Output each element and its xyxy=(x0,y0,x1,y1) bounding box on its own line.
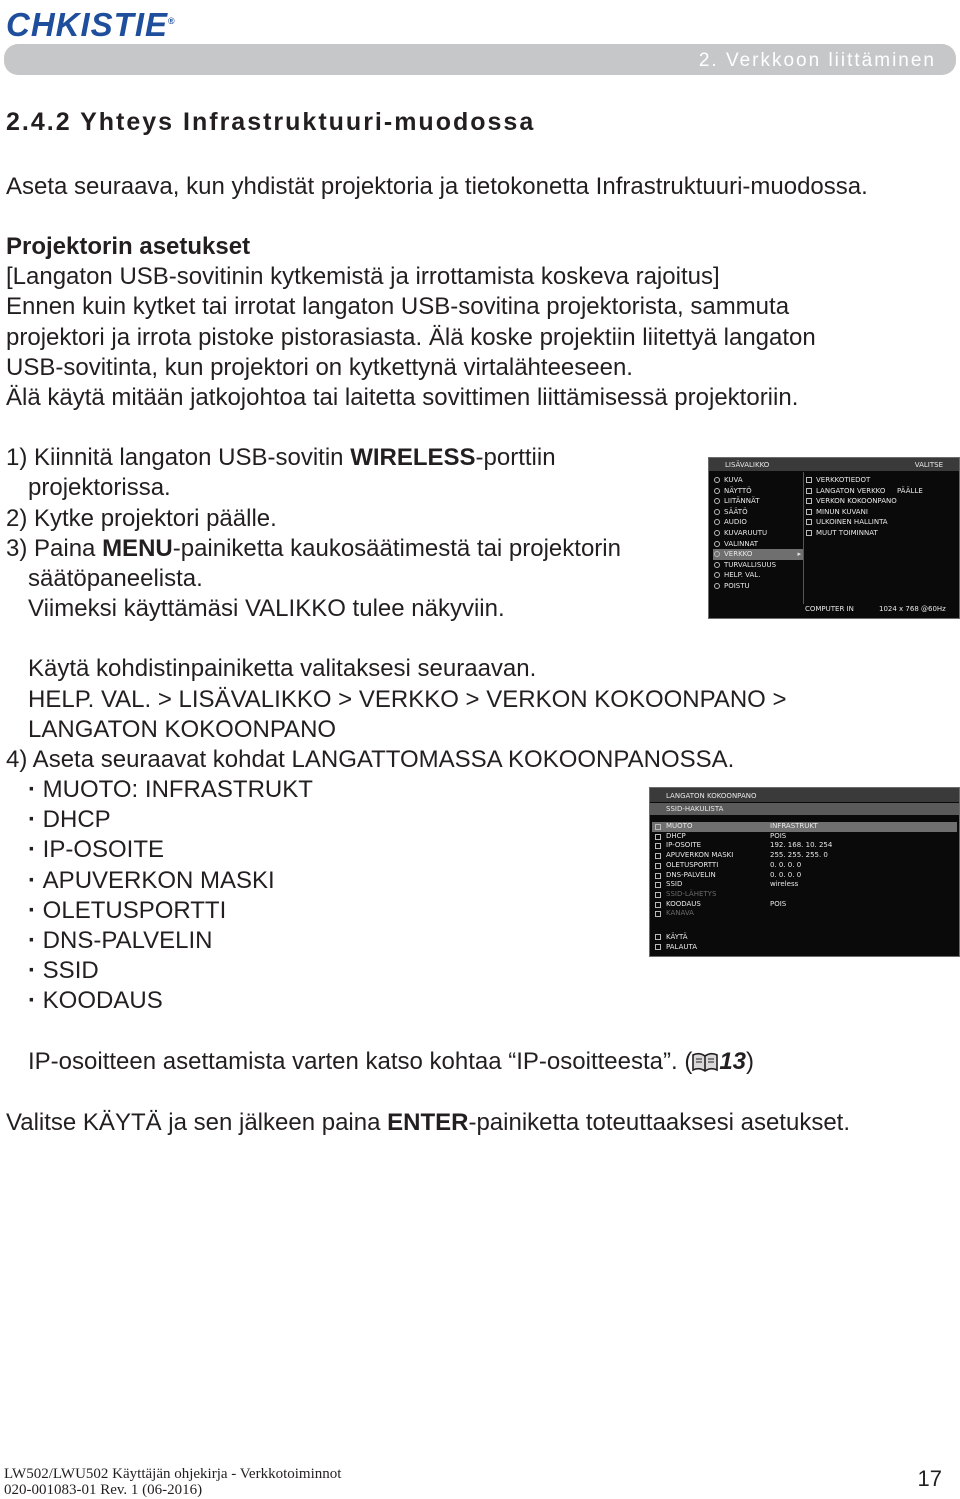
bullet-dot: · xyxy=(28,987,43,1015)
step-4: 4) Aseta seuraavat kohdat LANGATTOMASSA KOKOONPANOSSA. xyxy=(6,746,735,773)
wireless-setting-row: DNS-PALVELIN 0. 0. 0. 0 xyxy=(652,871,957,881)
final-instruction: Valitse KÄYTÄ ja sen jälkeen paina ENTER-painiketta toteuttaaksesi asetukset. xyxy=(6,1109,851,1136)
network-menu-item: VERKON KOKOONPANO xyxy=(805,496,955,507)
step-2: 2) Kytke projektori päälle. xyxy=(6,505,277,532)
footer-title: LW502/LWU502 Käyttäjän ohjekirja - Verkkotoiminnot xyxy=(4,1466,342,1482)
wireless-setting-row: KANAVA xyxy=(652,909,957,919)
wireless-setting-row: KOODAUS POIS xyxy=(652,900,957,910)
footer-doc-info xyxy=(4,1466,341,1498)
apply-item: KÄYTÄ xyxy=(652,932,957,942)
menu-item-icon xyxy=(714,551,720,557)
page-reference: 13 xyxy=(719,1048,747,1075)
setting-icon xyxy=(655,911,661,917)
menu-path: HELP. VAL. > LISÄVALIKKO > VERKKO > VERKON KOKOONPANO > xyxy=(28,686,787,713)
network-menu-item: MUUT TOIMINNAT xyxy=(805,528,955,539)
wireless-setup-screenshot xyxy=(649,787,960,957)
menu-back: VALITSE xyxy=(914,461,943,469)
settings-bullet: · APUVERKON MASKI xyxy=(28,866,275,894)
menu-item: HELP. VAL. xyxy=(713,570,803,581)
menu-item: LIITÄNNÄT xyxy=(713,496,803,507)
setting-icon xyxy=(655,892,661,898)
menu-item: SÄÄTÖ xyxy=(713,507,803,518)
menu-item-icon xyxy=(714,583,720,589)
intro-text: Aseta seuraava, kun yhdistät projektoria ja tietokonetta Infrastruktuuri-muodossa. xyxy=(6,173,868,200)
christie-logo: CHKISTIE® xyxy=(6,6,176,43)
menu-right-list xyxy=(805,475,955,539)
step-1: 1) Kiinnitä langaton USB-sovitin WIRELESS-porttiin xyxy=(6,444,556,471)
wireless-setting-row: SSID-LÄHETYS xyxy=(652,890,957,900)
restriction-line: Älä käytä mitään jatkojohtoa tai laitetta sovittimen liittämisessä projektoriin. xyxy=(6,384,799,411)
setting-icon xyxy=(655,863,661,869)
settings-bullet: · KOODAUS xyxy=(28,987,163,1015)
menu-item-icon xyxy=(714,498,720,504)
menu-title: LISÄVALIKKO xyxy=(725,461,770,469)
menu-divider xyxy=(803,472,804,604)
submenu-arrow-icon: ▸ xyxy=(797,550,801,559)
page-number: 17 xyxy=(917,1466,942,1491)
step-3: 3) Paina MENU-painiketta kaukosäätimestä tai projektorin xyxy=(6,535,621,562)
menu-item-icon xyxy=(714,509,720,515)
restriction-line: Ennen kuin kytket tai irrotat langaton USB-sovitina projektorista, sammuta xyxy=(6,293,790,320)
ip-reference: IP-osoitteen asettamista varten katso kohtaa “IP-osoitteesta”. ( 13) xyxy=(28,1048,755,1075)
menu-item-icon xyxy=(714,572,720,578)
advanced-menu-screenshot xyxy=(708,457,960,619)
step-1-cont: projektorissa. xyxy=(28,474,171,501)
network-item-icon xyxy=(806,477,812,483)
restriction-line: USB-sovitinta, kun projektori on kytkettynä virtalähteeseen. xyxy=(6,354,633,381)
bullet-dot: · xyxy=(28,927,43,954)
wireless-setting-row: APUVERKON MASKI 255. 255. 255. 0 xyxy=(652,851,957,861)
settings-bullet: · SSID xyxy=(28,957,99,985)
setting-icon xyxy=(655,853,661,859)
setting-icon xyxy=(655,902,661,908)
back-item: PALAUTA xyxy=(652,942,957,952)
settings-bullet: · DNS-PALVELIN xyxy=(28,927,213,954)
settings-bullet: · OLETUSPORTTI xyxy=(28,896,227,924)
bullet-dot: · xyxy=(28,806,43,834)
menu-left-list xyxy=(713,475,803,592)
menu-item-icon xyxy=(714,477,720,483)
network-item-icon xyxy=(806,519,812,525)
bullet-dot: · xyxy=(28,957,43,985)
menu-item-icon xyxy=(714,530,720,536)
menu-item: VALINNAT xyxy=(713,539,803,550)
setting-icon xyxy=(655,882,661,888)
menu-path-cont: LANGATON KOKOONPANO xyxy=(28,716,337,743)
menu-item-icon xyxy=(714,541,720,547)
wireless-setting-row: MUOTO INFRASTRUKT xyxy=(652,822,957,832)
setting-icon xyxy=(655,834,661,840)
back-icon xyxy=(655,944,661,950)
restriction-line: projektori ja irrota pistoke pistorasiasta. Älä koske projektiin liitettyä langaton xyxy=(6,324,816,351)
apply-icon xyxy=(655,934,661,940)
wireless-title: LANGATON KOKOONPANO xyxy=(666,792,757,800)
status-value: 1024 x 768 @60Hz xyxy=(879,605,946,614)
menu-status xyxy=(805,604,955,615)
bullet-dot: · xyxy=(28,836,43,864)
menu-item-icon xyxy=(714,562,720,568)
step-3-cont: säätöpaneelista. xyxy=(28,565,203,592)
chapter-title: 2. Verkkoon liittäminen xyxy=(698,50,936,71)
wireless-setting-row: SSID wireless xyxy=(652,880,957,890)
network-item-icon xyxy=(806,488,812,494)
wireless-rows xyxy=(652,822,957,919)
network-item-icon xyxy=(806,498,812,504)
network-menu-item: ULKOINEN HALLINTA xyxy=(805,517,955,528)
footer-revision: 020-001083-01 Rev. 1 (06-2016) xyxy=(4,1482,203,1498)
menu-item: TURVALLISUUS xyxy=(713,560,803,571)
menu-item: KUVARUUTU xyxy=(713,528,803,539)
menu-item-icon xyxy=(714,519,720,525)
menu-item: KUVA xyxy=(713,475,803,486)
wireless-setting-row: DHCP POIS xyxy=(652,832,957,842)
step-3-cont: Viimeksi käyttämäsi VALIKKO tulee näkyviin. xyxy=(28,595,505,622)
network-item-icon xyxy=(806,530,812,536)
menu-item: AUDIO xyxy=(713,517,803,528)
status-label: COMPUTER IN xyxy=(805,605,854,614)
bullet-dot: · xyxy=(28,776,43,803)
menu-item: POISTU xyxy=(713,581,803,592)
bullet-dot: · xyxy=(28,866,43,894)
setting-icon xyxy=(655,824,661,830)
wireless-footer xyxy=(652,932,957,952)
setting-icon xyxy=(655,843,661,849)
projector-settings-heading: Projektorin asetukset xyxy=(6,233,251,260)
network-menu-item: MINUN KUVANI xyxy=(805,507,955,518)
section-title: 2.4.2 Yhteys Infrastruktuuri-muodossa xyxy=(6,108,536,136)
wireless-setting-row: OLETUSPORTTI 0. 0. 0. 0 xyxy=(652,861,957,871)
menu-item: VERKKO ▸ xyxy=(713,549,803,560)
wireless-setting-row: IP-OSOITE 192. 168. 10. 254 xyxy=(652,841,957,851)
network-menu-item: LANGATON VERKKO PÄÄLLE xyxy=(805,486,955,497)
menu-item: NÄYTTÖ xyxy=(713,486,803,497)
book-icon xyxy=(692,1050,718,1070)
settings-bullet: · IP-OSOITE xyxy=(28,836,165,864)
settings-bullet: · DHCP xyxy=(28,806,111,834)
cursor-instruction: Käytä kohdistinpainiketta valitaksesi seuraavan. xyxy=(28,655,537,682)
setting-icon xyxy=(655,873,661,879)
ssid-list-label: SSID-HAKULISTA xyxy=(666,805,724,813)
settings-bullet: · MUOTO: INFRASTRUKT xyxy=(28,776,313,803)
network-menu-item: VERKKOTIEDOT xyxy=(805,475,955,486)
bullet-dot: · xyxy=(28,896,43,924)
restriction-line: [Langaton USB-sovitinin kytkemistä ja irrottamista koskeva rajoitus] xyxy=(6,263,720,290)
menu-item-icon xyxy=(714,488,720,494)
network-item-icon xyxy=(806,509,812,515)
